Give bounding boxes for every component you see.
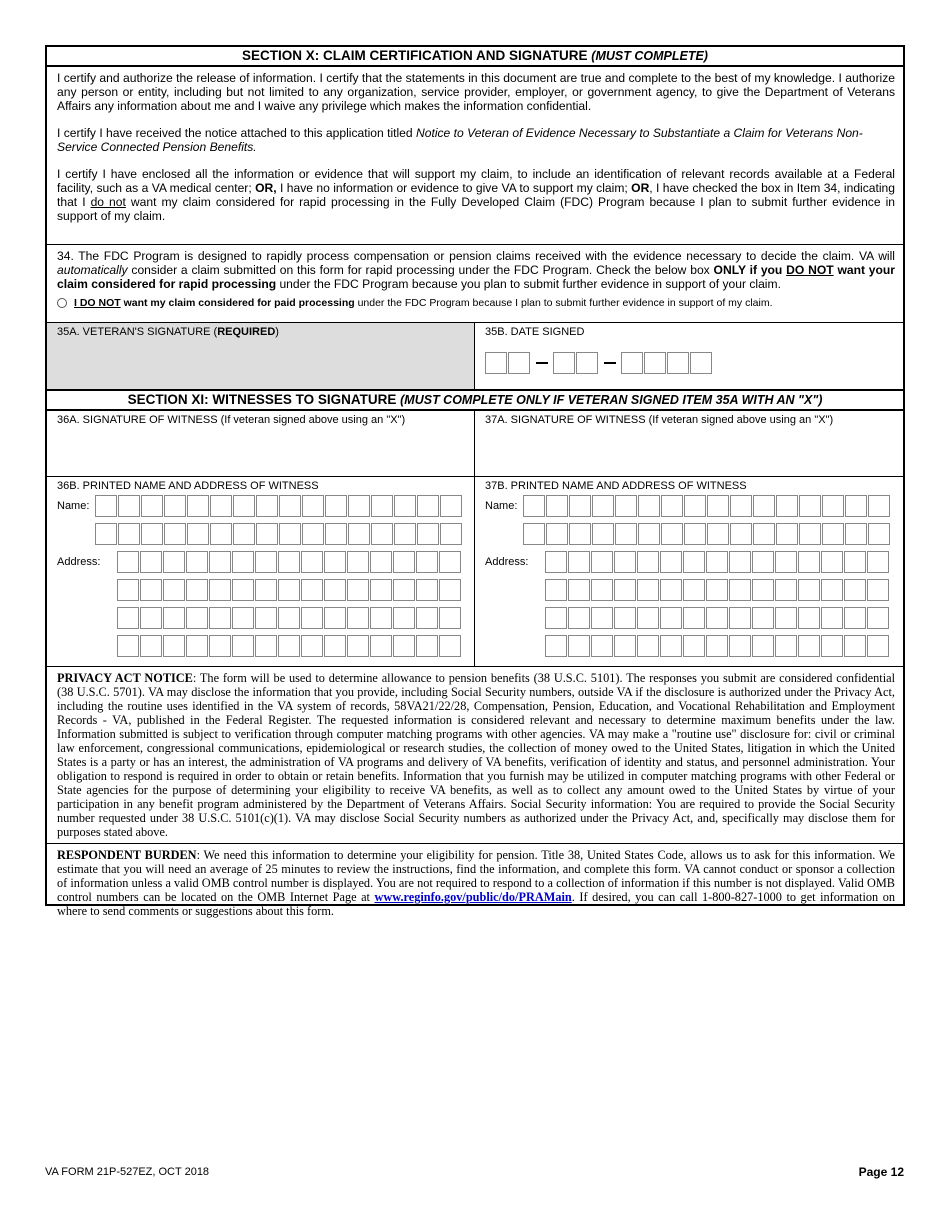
char-box[interactable] [591,579,613,601]
char-box[interactable] [278,579,300,601]
form-id: VA FORM 21P-527EZ, OCT 2018 [45,1166,210,1178]
char-box[interactable] [799,495,821,517]
char-box[interactable] [186,607,208,629]
char-box[interactable] [393,635,415,657]
char-box[interactable] [568,607,590,629]
char-box[interactable] [371,495,393,517]
char-box[interactable] [117,579,139,601]
fdc-opt-out-checkbox[interactable] [57,298,67,308]
char-box[interactable] [799,523,821,545]
char-box[interactable] [117,635,139,657]
char-box[interactable] [370,635,392,657]
char-box[interactable] [278,607,300,629]
char-box[interactable] [868,495,890,517]
witness-36a-signature[interactable]: 36A. SIGNATURE OF WITNESS (If veteran signed above using an "X") [47,411,475,476]
year-box[interactable] [621,352,643,374]
certification-text [47,67,903,245]
witness-36b-address-line-2 [57,576,466,604]
char-box[interactable] [775,635,797,657]
veteran-signature-field[interactable]: 35A. VETERAN'S SIGNATURE (REQUIRED) [47,323,475,389]
char-box[interactable] [729,635,751,657]
char-box[interactable] [232,579,254,601]
char-boxes[interactable] [95,495,463,517]
witness-37b-name-line-1: Name: [485,492,895,520]
char-box[interactable] [775,551,797,573]
witness-37b-address-line-4 [485,632,895,660]
char-box[interactable] [591,607,613,629]
cert-paragraph-3: I certify I have enclosed all the information or evidence that will support my claim, to include an identification of relevant records available at a Federal facility, such as a VA medical center; OR, I have no information or evidence to give VA to support my claim; OR, I have checked the box in Item 34, indicating that I do not want my claim considered for rapid processing in the Fully Developed Claim (FDC) Program because I plan to submit further evidence in support of my claim. [57,167,896,223]
char-box[interactable] [568,551,590,573]
char-box[interactable] [638,495,660,517]
char-box[interactable] [186,635,208,657]
char-box[interactable] [752,607,774,629]
char-box[interactable] [416,551,438,573]
char-box[interactable] [210,495,232,517]
char-box[interactable] [95,523,117,545]
char-box[interactable] [164,523,186,545]
char-box[interactable] [233,523,255,545]
date-dash [604,362,616,364]
fdc-opt-out-label: I DO NOT want my claim considered for paid processing under the FDC Program because I plan to submit further evidence in support of my claim. [74,297,773,309]
char-boxes[interactable] [523,495,891,517]
char-box[interactable] [798,635,820,657]
witness-37b-block [475,477,903,666]
char-box[interactable] [210,523,232,545]
char-box[interactable] [776,523,798,545]
char-box[interactable] [95,495,117,517]
char-boxes[interactable] [545,635,890,657]
year-box[interactable] [690,352,712,374]
date-dash [536,362,548,364]
char-box[interactable] [545,607,567,629]
item-34-fdc [47,245,903,323]
char-box[interactable] [752,635,774,657]
char-box[interactable] [187,495,209,517]
char-box[interactable] [637,635,659,657]
char-box[interactable] [546,523,568,545]
char-box[interactable] [821,551,843,573]
char-box[interactable] [440,495,462,517]
char-box[interactable] [301,551,323,573]
char-box[interactable] [523,523,545,545]
char-boxes[interactable] [117,635,462,657]
char-box[interactable] [660,635,682,657]
witness-36b-name-line-1: Name: [57,492,466,520]
date-signed-label: 35B. DATE SIGNED [485,326,585,338]
witness-36b-address-line-4 [57,632,466,660]
signature-row [47,323,903,390]
char-box[interactable] [325,523,347,545]
char-box[interactable] [255,607,277,629]
char-box[interactable] [440,523,462,545]
char-box[interactable] [370,607,392,629]
char-box[interactable] [683,579,705,601]
char-box[interactable] [348,523,370,545]
char-box[interactable] [278,635,300,657]
char-box[interactable] [821,607,843,629]
char-box[interactable] [591,635,613,657]
char-box[interactable] [209,607,231,629]
char-box[interactable] [752,579,774,601]
char-box[interactable] [393,607,415,629]
char-boxes[interactable] [545,551,890,573]
char-box[interactable] [118,495,140,517]
char-box[interactable] [394,495,416,517]
witness-signature-row [47,411,903,477]
char-box[interactable] [592,523,614,545]
char-box[interactable] [614,551,636,573]
char-box[interactable] [730,523,752,545]
char-box[interactable] [661,523,683,545]
char-box[interactable] [324,579,346,601]
char-box[interactable] [867,579,889,601]
char-box[interactable] [844,635,866,657]
char-box[interactable] [347,607,369,629]
char-boxes[interactable] [117,579,462,601]
item-34-text: 34. The FDC Program is designed to rapidly process compensation or pension claims received with the evidence necessary to decide the claim. VA will automatically consider a claim submitted on this form for rapid processing under the FDC Program. Check the below box ONLY if you DO NOT want your claim considered for rapid processing under the FDC Program because you plan to submit further evidence in support of your claim. [57,249,896,291]
char-box[interactable] [117,551,139,573]
char-box[interactable] [163,607,185,629]
char-box[interactable] [592,495,614,517]
char-box[interactable] [255,635,277,657]
char-box[interactable] [776,495,798,517]
char-box[interactable] [822,523,844,545]
date-signed-boxes[interactable] [485,352,895,374]
char-box[interactable] [209,635,231,657]
cert-paragraph-2: I certify I have received the notice attached to this application titled Notice to Veteran of Evidence Necessary to Substantiate a Claim for Veterans Non-Service Connected Pension Benefits. [57,126,863,154]
char-box[interactable] [370,579,392,601]
char-box[interactable] [753,523,775,545]
page-number: Page 12 [858,1165,904,1179]
char-box[interactable] [325,495,347,517]
fdc-opt-out-option[interactable] [57,297,895,309]
char-box[interactable] [844,607,866,629]
char-box[interactable] [660,579,682,601]
char-box[interactable] [730,495,752,517]
char-boxes[interactable] [523,523,891,545]
char-box[interactable] [614,635,636,657]
witness-36b-address-line-3 [57,604,466,632]
witness-37b-name-line-2 [485,520,895,548]
char-box[interactable] [638,523,660,545]
char-box[interactable] [683,551,705,573]
char-boxes[interactable] [95,523,463,545]
char-box[interactable] [164,495,186,517]
char-box[interactable] [324,635,346,657]
char-box[interactable] [371,523,393,545]
char-box[interactable] [798,551,820,573]
char-box[interactable] [209,551,231,573]
char-box[interactable] [523,495,545,517]
char-box[interactable] [707,523,729,545]
char-box[interactable] [568,579,590,601]
char-box[interactable] [232,607,254,629]
char-box[interactable] [439,607,461,629]
char-box[interactable] [232,551,254,573]
char-box[interactable] [660,607,682,629]
char-box[interactable] [821,579,843,601]
char-box[interactable] [255,551,277,573]
witness-36b-label: 36B. PRINTED NAME AND ADDRESS OF WITNESS [57,480,319,492]
char-box[interactable] [417,523,439,545]
pra-main-link[interactable]: www.reginfo.gov/public/do/PRAMain [374,890,572,904]
char-box[interactable] [187,523,209,545]
char-box[interactable] [256,495,278,517]
char-box[interactable] [707,495,729,517]
char-box[interactable] [867,551,889,573]
witness-37b-address-line-2 [485,576,895,604]
witness-36b-address-line-1: Address: [57,548,466,576]
char-box[interactable] [867,607,889,629]
char-box[interactable] [729,579,751,601]
char-box[interactable] [256,523,278,545]
char-box[interactable] [844,551,866,573]
year-box[interactable] [644,352,666,374]
char-box[interactable] [775,579,797,601]
char-box[interactable] [569,523,591,545]
char-box[interactable] [615,523,637,545]
char-box[interactable] [348,495,370,517]
char-box[interactable] [279,523,301,545]
claim-certification-form [45,45,905,918]
witness-name-address-row [47,477,903,667]
char-box[interactable] [255,579,277,601]
char-box[interactable] [683,635,705,657]
char-box[interactable] [209,579,231,601]
witness-37b-address-line-3 [485,604,895,632]
witness-36b-name-line-2 [57,520,466,548]
char-boxes[interactable] [545,607,890,629]
char-box[interactable] [637,607,659,629]
respondent-burden: RESPONDENT BURDEN: We need this information to determine your eligibility for pension. Title 38, United States Code, allows us to ask for this information. We estimate that you will need an average of 25 minutes to review the instructions, find the information, and complete this form. VA cannot conduct or sponsor a collection of information unless a valid OMB control number is displayed. You are not required to respond to a collection of information if this number is not displayed. Valid OMB control numbers can be located on the OMB Internet Page at www.reginfo.gov/public/do/PRAMain. If desired, you can call 1-800-827-1000 to get information on where to send comments or suggestions about this form. [57,848,895,918]
char-box[interactable] [393,579,415,601]
char-box[interactable] [545,635,567,657]
char-box[interactable] [752,551,774,573]
char-box[interactable] [844,579,866,601]
char-box[interactable] [637,579,659,601]
char-box[interactable] [416,607,438,629]
year-box[interactable] [667,352,689,374]
char-box[interactable] [301,635,323,657]
char-box[interactable] [370,551,392,573]
char-box[interactable] [186,551,208,573]
char-box[interactable] [615,495,637,517]
char-box[interactable] [614,607,636,629]
char-box[interactable] [233,495,255,517]
char-box[interactable] [706,579,728,601]
month-box[interactable] [508,352,530,374]
char-box[interactable] [439,635,461,657]
char-box[interactable] [186,579,208,601]
char-box[interactable] [706,635,728,657]
char-box[interactable] [140,551,162,573]
char-box[interactable] [660,551,682,573]
section-x-title: SECTION X: CLAIM CERTIFICATION AND SIGNATURE (MUST COMPLETE) [47,47,903,67]
day-box[interactable] [553,352,575,374]
char-box[interactable] [302,495,324,517]
witness-37b-label: 37B. PRINTED NAME AND ADDRESS OF WITNESS [485,480,747,492]
char-box[interactable] [845,523,867,545]
char-box[interactable] [867,635,889,657]
char-box[interactable] [729,607,751,629]
char-box[interactable] [569,495,591,517]
char-box[interactable] [416,579,438,601]
date-signed-field [475,323,903,389]
char-box[interactable] [821,635,843,657]
char-box[interactable] [568,635,590,657]
day-box[interactable] [576,352,598,374]
char-box[interactable] [614,579,636,601]
char-box[interactable] [279,495,301,517]
char-box[interactable] [347,551,369,573]
char-box[interactable] [868,523,890,545]
char-box[interactable] [163,635,185,657]
char-box[interactable] [118,523,140,545]
char-box[interactable] [324,607,346,629]
char-box[interactable] [706,607,728,629]
char-box[interactable] [439,551,461,573]
char-box[interactable] [798,607,820,629]
char-box[interactable] [301,607,323,629]
char-box[interactable] [232,635,254,657]
cert-paragraph-1: I certify and authorize the release of information. I certify that the statements in this document are true and complete to the best of my knowledge. I authorize any person or entity, including but not limited to any organization, service provider, employer, or government agency, to give the Department of Veterans Affairs any information about me and I waive any privilege which makes the information confidential. [57,71,895,113]
char-box[interactable] [684,523,706,545]
char-box[interactable] [394,523,416,545]
char-boxes[interactable] [117,607,462,629]
char-box[interactable] [706,551,728,573]
char-box[interactable] [140,579,162,601]
char-box[interactable] [637,551,659,573]
char-box[interactable] [347,579,369,601]
char-box[interactable] [302,523,324,545]
char-box[interactable] [141,495,163,517]
char-box[interactable] [347,635,369,657]
char-box[interactable] [845,495,867,517]
char-box[interactable] [545,579,567,601]
char-box[interactable] [545,551,567,573]
char-box[interactable] [775,607,797,629]
char-box[interactable] [661,495,683,517]
char-box[interactable] [439,579,461,601]
month-box[interactable] [485,352,507,374]
char-box[interactable] [822,495,844,517]
witness-37b-address-line-1: Address: [485,548,895,576]
char-box[interactable] [301,579,323,601]
witness-36b-block [47,477,475,666]
char-box[interactable] [140,635,162,657]
char-boxes[interactable] [117,551,462,573]
char-box[interactable] [140,607,162,629]
char-box[interactable] [278,551,300,573]
char-box[interactable] [163,551,185,573]
char-box[interactable] [117,607,139,629]
char-box[interactable] [393,551,415,573]
char-box[interactable] [798,579,820,601]
char-box[interactable] [324,551,346,573]
char-box[interactable] [546,495,568,517]
section-xi-title: SECTION XI: WITNESSES TO SIGNATURE (MUST COMPLETE ONLY IF VETERAN SIGNED ITEM 35A WITH AN "X") [47,390,903,411]
char-box[interactable] [416,635,438,657]
char-box[interactable] [163,579,185,601]
char-box[interactable] [684,495,706,517]
char-box[interactable] [729,551,751,573]
char-box[interactable] [753,495,775,517]
char-boxes[interactable] [545,579,890,601]
char-box[interactable] [141,523,163,545]
char-box[interactable] [683,607,705,629]
char-box[interactable] [591,551,613,573]
witness-37a-signature[interactable]: 37A. SIGNATURE OF WITNESS (If veteran signed above using an "X") [485,414,834,426]
privacy-act-notice: PRIVACY ACT NOTICE: The form will be used to determine allowance to pension benefits (38 U.S.C. 5101). The responses you submit are considered confidential (38 U.S.C. 5701). VA may disclose the information that you provide, including Social Security numbers, outside VA if the disclosure is authorized under the Privacy Act, including the routine uses identified in the VA system of records, 58VA21/22/28, Compensation, Pension, Education, and Vocational Rehabilitation and Employment Records - VA, published in the Federal Register. The requested information is considered relevant and necessary to determine maximum benefits under the law. Information submitted is subject to verification through computer matching programs with other agencies. VA may make a "routine use" disclosure for: civil or criminal law enforcement, congressional communications, epidemiological or research studies, the collection of money owed to the United States, litigation in which the United States is a party or has an interest, the administration of VA programs and delivery of VA benefits, verification of identity and status, and personnel administration. Your obligation to respond is required in order to obtain or retain benefits. Information that you furnish may be utilized in computer matching programs with other Federal or State agencies for the purpose of determining your eligibility to receive VA benefits, as well as to collect any amount owed to the United States by virtue of your participation in any benefit program administered by the Department of Veterans Affairs. Social Security information: You are required to provide the Social Security number requested under 38 U.S.C. 5101(c)(1). VA may disclose Social Security numbers as authorized under the Privacy Act, and, specifically may disclose them for purposes stated above. [47,667,903,844]
char-box[interactable] [417,495,439,517]
